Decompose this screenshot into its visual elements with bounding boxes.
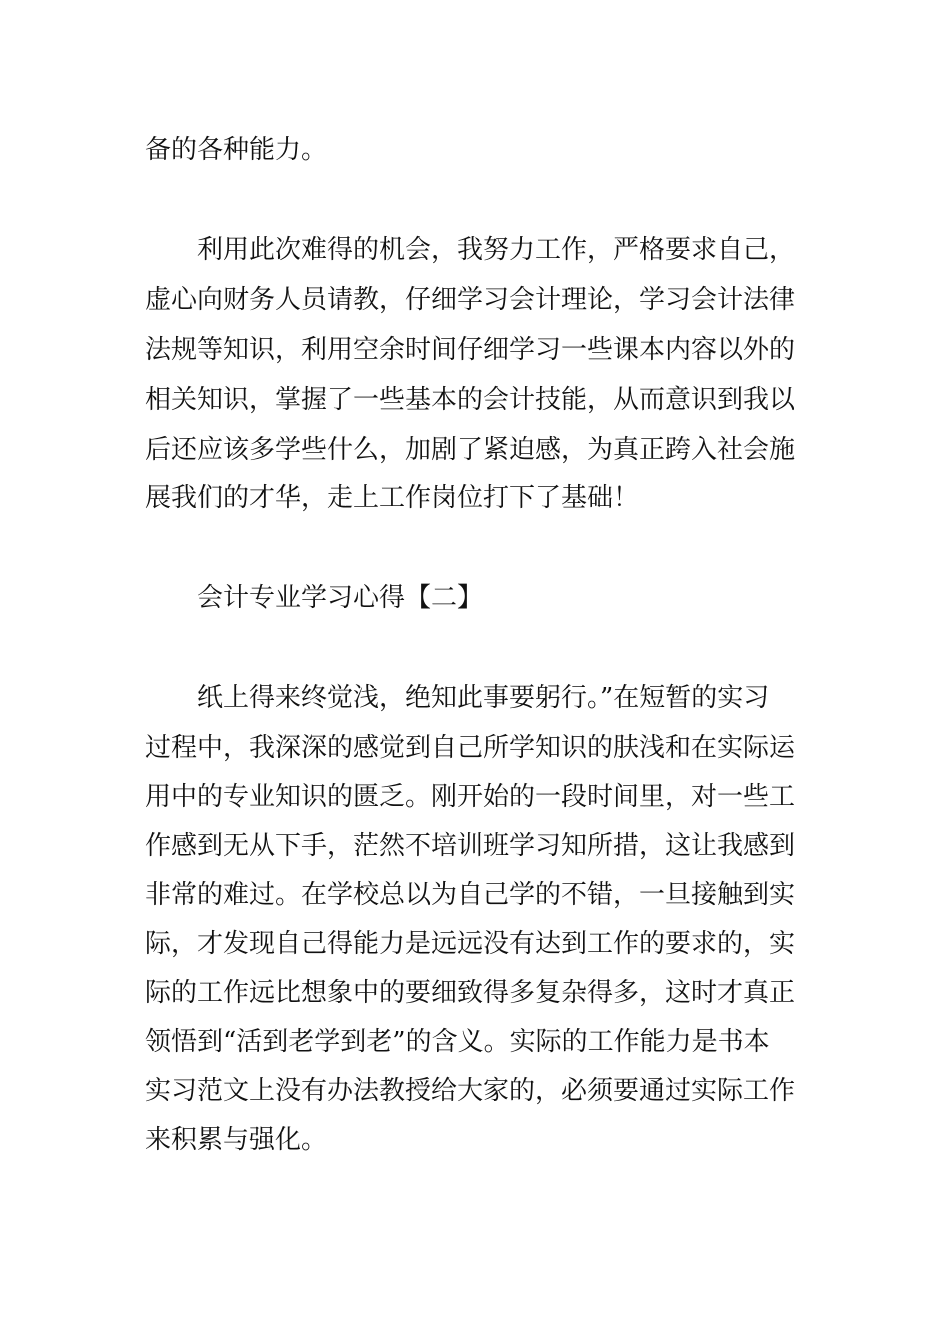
paragraph-line: 相关知识，掌握了一些基本的会计技能，从而意识到我以 [145,385,796,415]
paragraph-line: 利用此次难得的机会，我努力工作，严格要求自己， [197,235,796,265]
paragraph-line: 展我们的才华，走上工作岗位打下了基础！ [145,483,640,513]
paragraph-line: 后还应该多学些什么，加剧了紧迫感，为真正跨入社会施 [145,435,796,465]
paragraph-line: 领悟到“活到老学到老”的含义。实际的工作能力是书本 [145,1027,770,1057]
paragraph-line: 来积累与强化。 [145,1125,328,1155]
paragraph-line: 际的工作远比想象中的要细致得多复杂得多，这时才真正 [145,978,796,1008]
paragraph-line: 非常的难过。在学校总以为自己学的不错，一旦接触到实 [145,880,796,910]
paragraph-line: 备的各种能力。 [145,135,328,165]
paragraph-line: 纸上得来终觉浅，绝知此事要躬行。”在短暂的实习 [197,683,770,713]
section-heading: 会计专业学习心得【二】 [197,583,484,613]
paragraph-line: 际，才发现自己得能力是远远没有达到工作的要求的，实 [145,929,796,959]
paragraph-line: 法规等知识，利用空余时间仔细学习一些课本内容以外的 [145,335,796,365]
paragraph-line: 过程中，我深深的感觉到自己所学知识的肤浅和在实际运 [145,733,796,763]
paragraph-line: 用中的专业知识的匮乏。刚开始的一段时间里，对一些工 [145,782,796,812]
paragraph-line: 实习范文上没有办法教授给大家的，必须要通过实际工作 [145,1076,796,1106]
paragraph-line: 作感到无从下手，茫然不培训班学习知所措，这让我感到 [145,831,796,861]
paragraph-line: 虚心向财务人员请教，仔细学习会计理论，学习会计法律 [145,285,796,315]
